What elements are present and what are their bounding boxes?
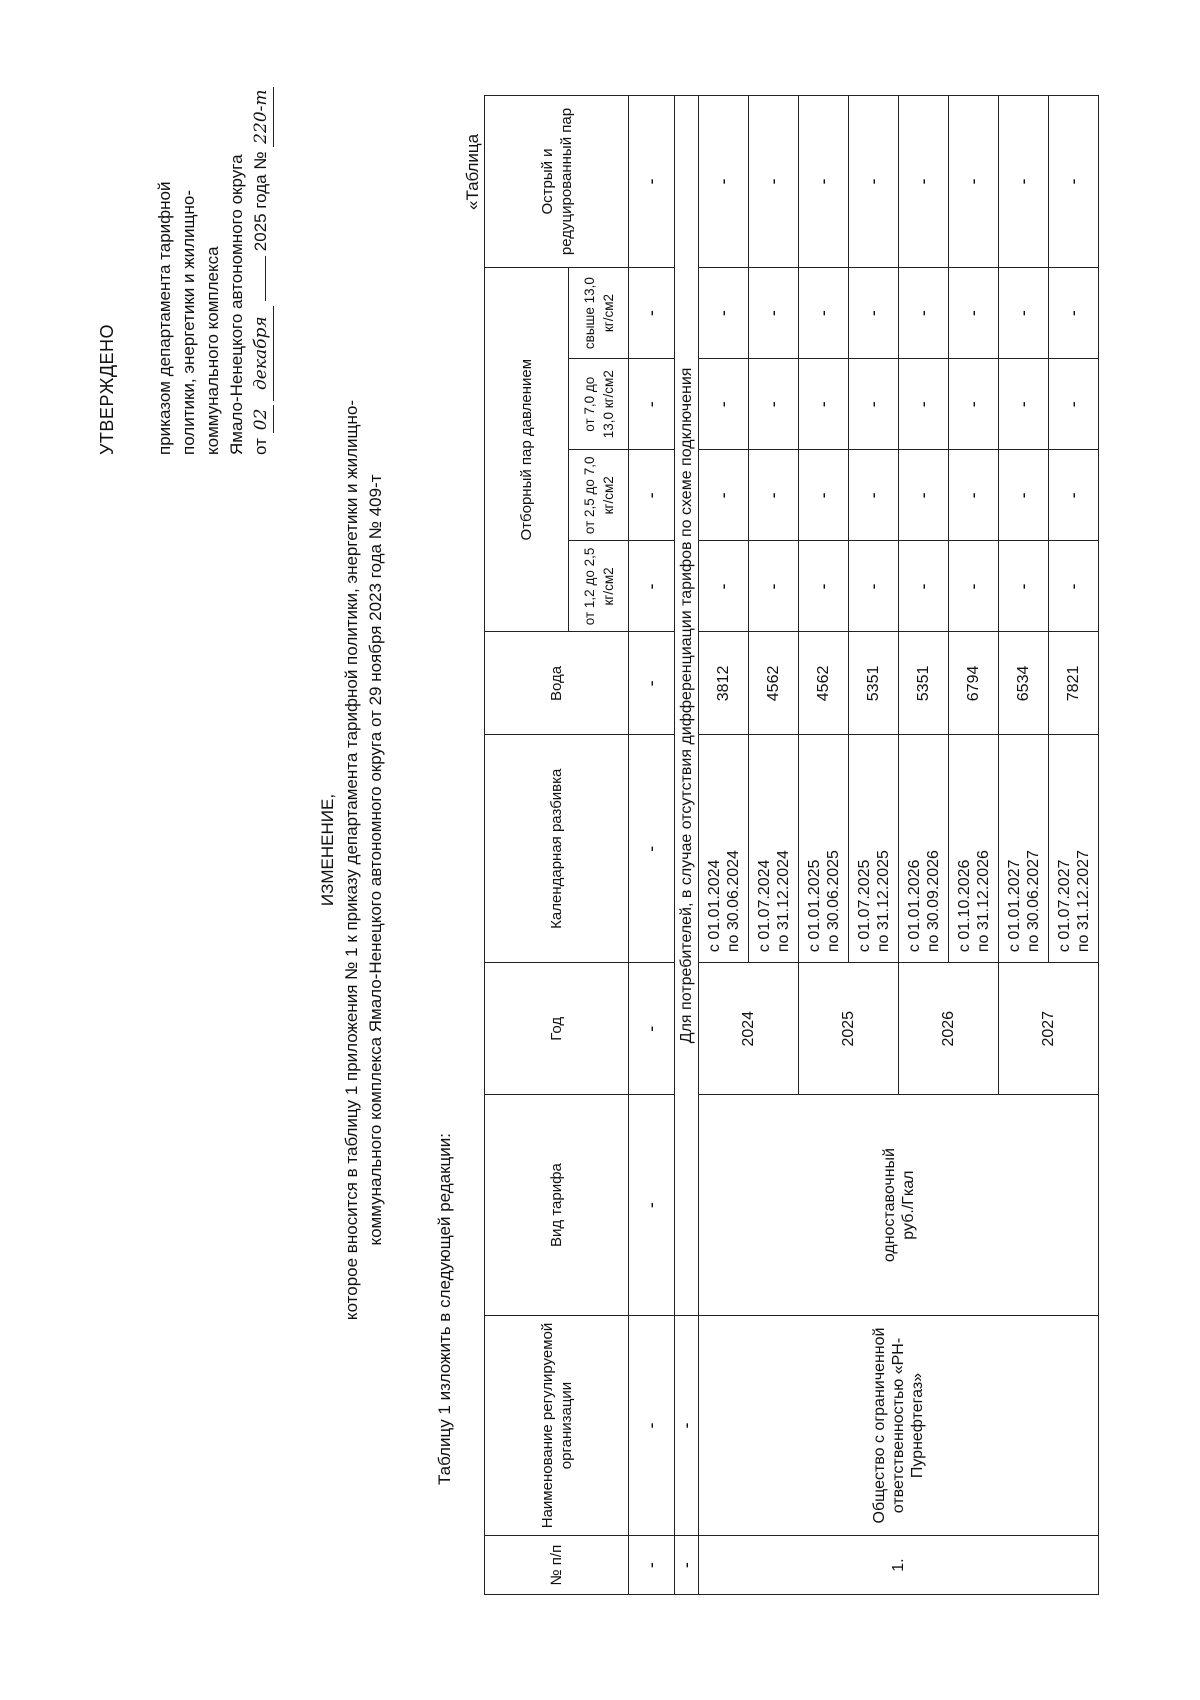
- section-row: [675, 96, 699, 1595]
- dash-cell: -: [849, 359, 899, 450]
- dash-cell: -: [629, 450, 675, 541]
- dash-cell: -: [849, 268, 899, 359]
- dash-cell: -: [799, 450, 849, 541]
- dash-cell: -: [699, 541, 749, 632]
- period-cell: с 01.01.2024 по 30.06.2024: [699, 735, 749, 963]
- header-water: Вода: [485, 632, 629, 735]
- approval-date-line: [249, 35, 274, 455]
- dash-cell: -: [699, 268, 749, 359]
- dash-cell: -: [899, 96, 949, 268]
- header-steam-1: от 1,2 до 2,5 кг/см2: [569, 541, 629, 632]
- dash-cell: -: [799, 96, 849, 268]
- period-cell: с 01.01.2026 по 30.09.2026: [899, 735, 949, 963]
- section-label: Для потребителей, в случае отсутствия дифференциации тарифов по схеме подключения: [675, 96, 699, 1316]
- dash-cell: -: [629, 541, 675, 632]
- header-tariff: Вид тарифа: [485, 1095, 629, 1315]
- dash-cell: -: [675, 1315, 699, 1535]
- dash-cell: -: [999, 359, 1049, 450]
- order-number: 220-т: [249, 87, 274, 147]
- dash-cell: -: [999, 96, 1049, 268]
- tariff-type: [699, 1095, 1099, 1315]
- water-value: 6794: [949, 632, 999, 735]
- table-caption: «Таблица: [463, 133, 482, 210]
- intro-line-1: которое вносится в таблицу 1 приложения № 1 к приказу департамента тарифной политики, энергетики и жилищно-: [342, 399, 361, 1321]
- dash-cell: -: [799, 268, 849, 359]
- dash-cell: -: [749, 450, 799, 541]
- dash-cell: -: [629, 268, 675, 359]
- dash-cell: -: [749, 541, 799, 632]
- dash-cell: -: [699, 359, 749, 450]
- header-sharp-steam: Острый и редуцированный пар: [485, 96, 629, 268]
- period-cell: с 01.07.2027 по 31.12.2027: [1049, 735, 1099, 963]
- year-cell: 2026: [899, 963, 999, 1095]
- header-year: Год: [485, 963, 629, 1095]
- exposition-text: Таблицу 1 изложить в следующей редакции:: [435, 1132, 454, 1485]
- dash-cell: -: [949, 359, 999, 450]
- water-value: 4562: [749, 632, 799, 735]
- row-num: 1.: [699, 1536, 1099, 1595]
- header-calendar: Календарная разбивка: [485, 735, 629, 963]
- dash-cell: -: [949, 268, 999, 359]
- header-steam-group: Отборный пар давлением: [485, 268, 569, 632]
- dash-cell: -: [849, 450, 899, 541]
- dash-cell: -: [899, 359, 949, 450]
- dash-cell: -: [999, 450, 1049, 541]
- table-row: [699, 96, 749, 1595]
- header-steam-3: от 7,0 до 13,0 кг/см2: [569, 359, 629, 450]
- year-cell: 2025: [799, 963, 899, 1095]
- tariff-table: [484, 95, 1099, 1595]
- dash-cell: -: [799, 541, 849, 632]
- date-month: декабря: [249, 306, 274, 401]
- dash-cell: -: [999, 268, 1049, 359]
- intro-line-2: коммунального комплекса Ямало-Ненецкого автономного округа от 29 ноября 2023 года № 409-т: [366, 474, 385, 1246]
- dash-cell: -: [1049, 359, 1099, 450]
- approval-line-2: политики, энергетики и жилищно-: [179, 190, 198, 455]
- dash-cell: -: [749, 268, 799, 359]
- tariff-line-2: руб./Гкал: [899, 1170, 917, 1240]
- dash-cell: -: [1049, 541, 1099, 632]
- water-value: 5351: [849, 632, 899, 735]
- dash-cell: -: [629, 96, 675, 268]
- date-year-text: 2025 года №: [251, 151, 270, 252]
- period-cell: с 01.01.2025 по 30.06.2025: [799, 735, 849, 963]
- dash-cell: -: [849, 541, 899, 632]
- dash-cell: -: [899, 268, 949, 359]
- header-row: [485, 96, 569, 1595]
- year-cell: 2027: [999, 963, 1099, 1095]
- header-org: Наименование регулируемой организации: [485, 1315, 629, 1535]
- dash-cell: -: [699, 450, 749, 541]
- water-value: 7821: [1049, 632, 1099, 735]
- period-cell: с 01.07.2025 по 31.12.2025: [849, 735, 899, 963]
- water-value: 5351: [899, 632, 949, 735]
- dash-cell: -: [629, 1536, 675, 1595]
- dash-cell: -: [675, 1536, 699, 1595]
- header-steam-4: свыше 13,0 кг/см2: [569, 268, 629, 359]
- dash-cell: -: [899, 450, 949, 541]
- dash-cell: -: [749, 96, 799, 268]
- dash-cell: -: [629, 1315, 675, 1535]
- header-num: № п/п: [485, 1536, 629, 1595]
- org-name: Общество с ограниченной ответственностью «РН-Пурнефтегаз»: [699, 1315, 1099, 1535]
- dash-cell: -: [949, 96, 999, 268]
- dash-cell: -: [629, 1095, 675, 1315]
- dash-cell: -: [629, 963, 675, 1095]
- date-day: 02: [249, 405, 274, 433]
- dash-cell: -: [949, 541, 999, 632]
- dash-cell: -: [899, 541, 949, 632]
- dash-cell: -: [629, 359, 675, 450]
- water-value: 3812: [699, 632, 749, 735]
- year-cell: 2024: [699, 963, 799, 1095]
- approval-line-3: коммунального комплекса: [203, 246, 222, 455]
- period-cell: с 01.10.2026 по 31.12.2026: [949, 735, 999, 963]
- dash-cell: -: [1049, 450, 1099, 541]
- date-prefix: от: [251, 438, 270, 455]
- dash-cell: -: [1049, 96, 1099, 268]
- approval-block: [95, 35, 274, 455]
- water-value: 6534: [999, 632, 1049, 735]
- header-steam-2: от 2,5 до 7,0 кг/см2: [569, 450, 629, 541]
- approval-line-4: Ямало-Ненецкого автономного округа: [227, 154, 246, 455]
- dash-row: [629, 96, 675, 1595]
- dash-cell: -: [699, 96, 749, 268]
- dash-cell: -: [849, 96, 899, 268]
- approval-line-1: приказом департамента тарифной: [155, 181, 174, 455]
- dash-cell: -: [999, 541, 1049, 632]
- intro-text: [340, 210, 388, 1510]
- period-cell: с 01.01.2027 по 30.06.2027: [999, 735, 1049, 963]
- dash-cell: -: [749, 359, 799, 450]
- dash-cell: -: [799, 359, 849, 450]
- period-cell: с 01.07.2024 по 31.12.2024: [749, 735, 799, 963]
- dash-cell: -: [1049, 268, 1099, 359]
- dash-cell: -: [629, 632, 675, 735]
- approval-title: УТВЕРЖДЕНО: [97, 323, 117, 455]
- dash-cell: -: [629, 735, 675, 963]
- tariff-line-1: одноставочный: [880, 1148, 898, 1263]
- water-value: 4562: [799, 632, 849, 735]
- dash-cell: -: [949, 450, 999, 541]
- change-title: ИЗМЕНЕНИЕ,: [318, 793, 337, 907]
